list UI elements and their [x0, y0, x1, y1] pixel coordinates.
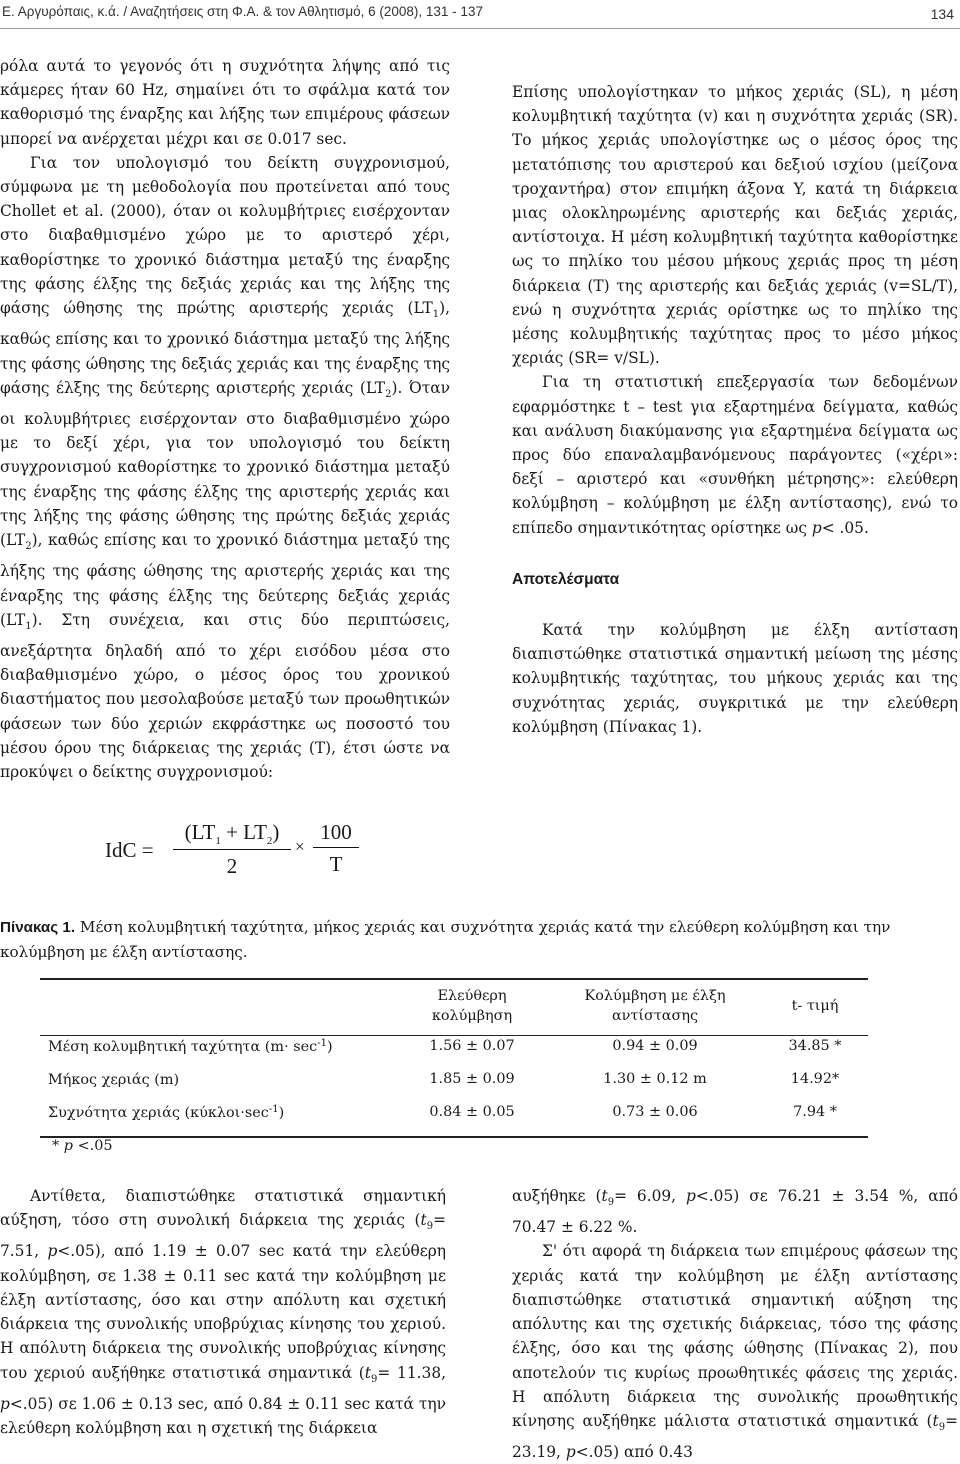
paragraph-relative-duration: αυξήθηκε ($t_9= 6.09$, p<.05) σε 76.21 ± 3.54 %, από 70.47 ± 6.22 %. — [512, 1187, 958, 1237]
table-top-rule — [40, 978, 868, 980]
header-rule — [0, 28, 960, 29]
row-label: Συχνότητα χεριάς $(\kappa ύ\kappa\lambda o\iota\cdot\sec^{-1})$ — [48, 1104, 285, 1121]
cell-free: 1.85 ± 0.09 — [429, 1071, 515, 1087]
table-mid-rule — [40, 1035, 868, 1036]
right-column-bottom — [512, 1184, 958, 1464]
equation-numerator-lt: $(LT_1 + LT_2)$ — [173, 820, 291, 850]
cell-free: 0.84 ± 0.05 — [429, 1104, 515, 1120]
row-label: Μήκος χεριάς (m) — [48, 1072, 180, 1088]
cell-t-value: 14.92* — [790, 1071, 840, 1087]
section-heading-results: Αποτελέσματα — [512, 570, 620, 588]
equation-denominator-2: 2 — [226, 854, 238, 879]
paragraph-results: Κατά την κολύμβηση με έλξη αντίσταση διαπιστώθηκε στατιστικά σημαντική μείωση της μέσης κολυμβητικής ταχύτητας, του μήκους χεριάς και της συχνότητας χεριάς, συγκριτικά με την ελεύθερη κολύμβηση (Πίνακας 1). — [512, 621, 958, 736]
table-row — [40, 1104, 868, 1128]
idc-equation — [105, 820, 365, 890]
running-header — [0, 0, 960, 34]
paragraph-coordination-index: Για τον υπολογισμό του δείκτη συγχρονισμού, σύμφωνα με τη μεθοδολογία που προτείνεται από τους Chollet et al. (2000), όταν οι κολυμβήτριες εισέρχονταν στο διαβαθμισμένο χώρο με το αριστερό χέρι, καθορίστηκε το χρονικό διάστημα μεταξύ της έναρξης της φάσης έλξης της δεξιάς χεριάς και της λήξης της φάσης ώθησης της πρώτης αριστερής χεριάς $(LT_1)$, καθώς επίσης και το χρονικό διάστημα μεταξύ της λήξης της φάσης ώθησης της δεξιάς χεριάς και της έναρξης της φάσης έλξης της δεύτερης αριστερής χεριάς $(LT_2)$. Όταν οι κολυμβήτριες εισέρχονταν στο διαβαθμισμένο χώρο με το δεξί χέρι, για τον υπολογισμό του δείκτη συγχρονισμού καθορίστηκε το χρονικό διάστημα μεταξύ της έναρξης της φάσης έλξης της αριστερής χεριάς και της λήξης της φάσης ώθησης της πρώτης δεξιάς χεριάς $(LT_2)$, καθώς επίσης και το χρονικό διάστημα μεταξύ της λήξης της φάσης ώθησης της αριστερής χεριάς και της έναρξης της φάσης έλξης της δεύτερης δεξιάς χεριάς $(LT_1)$. Στη συνέχεια, και στις δύο περιπτώσεις, ανεξάρτητα δηλαδή από το χέρι εισόδου μέσα στο διαβαθμισμένο χώρο, ο μέσος όρος του χρονικού διαστήματος που μεσολαβούσε μεταξύ των προωθητικών φάσεων των δύο χεριών εκφράστηκε ως ποσοστό του μέσου όρου της διάρκειας της χεριάς (T), έτσι ώστε να προκύψει ο δείκτης συγχρονισμού: — [0, 153, 450, 781]
row-label: Μέση κολυμβητική ταχύτητα $(m\cdot \sec^{-1})$ — [48, 1038, 333, 1055]
cell-resisted: 0.73 ± 0.06 — [612, 1104, 698, 1120]
table-caption — [0, 915, 958, 964]
table-header-free: Ελεύθερη κολύμβηση — [431, 988, 513, 1024]
cell-resisted: 1.30 ± 0.12 m — [603, 1071, 707, 1087]
right-column-top — [512, 80, 958, 739]
page-number: 134 — [930, 6, 954, 22]
table-row — [40, 1071, 868, 1095]
cell-free: 1.56 ± 0.07 — [429, 1038, 515, 1054]
equation-lhs: IdC = — [105, 838, 154, 862]
table-row — [40, 1038, 868, 1062]
paragraph-phase-duration: Σ' ότι αφορά τη διάρκεια των επιμέρους φάσεων της χεριάς κατά την κολύμβηση με έλξη αντίστασης διαπιστώθηκε στατιστικά σημαντική αύξηση της απόλυτης και της σχετικής διάρκειας, τόσο της φάσης έλξης, όσο και της φάσης ώθησης (Πίνακας 2), που αποτελούν τις κυρίως προωθητικές φάσεις της χεριάς. Η απόλυτη διάρκεια της συνολικής προωθητικής κίνησης αυξήθηκε μάλιστα στατιστικά σημαντικά ($t_9= 23.19$, p<.05) από 0.43 — [512, 1242, 958, 1462]
table-header-resisted: Κολύμβηση με έλξη αντίστασης — [584, 988, 726, 1024]
header-citation: Ε. Αργυρόπαις, κ.ά. / Αναζητήσεις στη Φ.Α. & τον Αθλητισμό, 6 (2008), 131 - 137 — [2, 4, 483, 19]
cell-resisted: 0.94 ± 0.09 — [612, 1038, 698, 1054]
table-caption-label: Πίνακας 1. — [0, 919, 76, 936]
table-footnote: * p <.05 — [52, 1138, 113, 1154]
table-bottom-rule — [40, 1136, 868, 1138]
table-header-t-value: t- τιμή — [791, 998, 839, 1014]
table-caption-text: Μέση κολυμβητική ταχύτητα, μήκος χεριάς και συχνότητα χεριάς κατά την ελεύθερη κολύμβηση και την κολύμβηση με έλξη αντίστασης. — [0, 918, 891, 961]
equation-fraction-100 — [313, 820, 359, 877]
equation-times-sign: × — [295, 837, 305, 856]
equation-numerator-100: 100 — [313, 820, 359, 848]
left-column-top — [0, 54, 450, 784]
equation-fraction-lt — [173, 820, 291, 879]
paragraph-statistics: Για τη στατιστική επεξεργασία των δεδομένων εφαρμόστηκε t – test για εξαρτημένα δείγματα, καθώς και ανάλυση διακύμανσης για εξαρτημένα δείγματα ως προς δύο επαναλαμβανόμενους παράγοντες («χέρι»: δεξί – αριστερό και «συνθήκη μέτρησης»: ελεύθερη κολύμβηση – κολύμβηση με έλξη αντίστασης), ενώ το επίπεδο σημαντικότητας ορίστηκε ως p< .05. — [512, 373, 958, 537]
left-column-bottom — [0, 1184, 446, 1440]
paragraph-stroke-duration: Αντίθετα, διαπιστώθηκε στατιστικά σημαντική αύξηση, τόσο στη συνολική διάρκεια της χεριάς ($t_9= 7.51$, p<.05), από 1.19 ± 0.07 sec κατά την ελεύθερη κολύμβηση, σε 1.38 ± 0.11 sec κατά την κολύμβηση με έλξη αντίστασης, όσο και στην απόλυτη και σχετική διάρκεια της συνολικής υποβρύχιας κίνησης του χεριού. Η απόλυτη διάρκεια της συνολικής υποβρύχιας κίνησης του χεριού αυξήθηκε στατιστικά σημαντικά ($t_9= 11.38$, p<.05) σε 1.06 ± 0.13 sec, από 0.84 ± 0.11 sec κατά την ελεύθερη κολύμβηση και η σχετική της διάρκεια — [0, 1187, 446, 1437]
paragraph-camera-frequency: ρόλα αυτά το γεγονός ότι η συχνότητα λήψης από τις κάμερες ήταν 60 Hz, σημαίνει ότι το σφάλμα κατά τον καθορισμό της έναρξης και λήξης των επιμέρους φάσεων μπορεί να ανέρχεται μέχρι και σε 0.017 sec. — [0, 57, 450, 148]
cell-t-value: 34.85 * — [788, 1038, 842, 1054]
equation-denominator-t: T — [329, 852, 343, 876]
cell-t-value: 7.94 * — [793, 1104, 837, 1120]
paragraph-stroke-variables: Επίσης υπολογίστηκαν το μήκος χεριάς (SL), η μέση κολυμβητική ταχύτητα (v) και η συχνότητα χεριάς (SR). Το μήκος χεριάς υπολογίστηκε ως ο μέσος όρος της μετατόπισης του αριστερού και δεξιού ισχίου (μείζονα τροχαντήρα) στον επιμήκη άξονα Y, κατά τη διάρκεια μιας ολοκληρωμένης αριστερής και δεξιάς χεριάς, αντίστοιχα. Η μέση κολυμβητική ταχύτητα καθορίστηκε ως το πηλίκο του μέσου μήκους χεριάς προς τη μέση διάρκεια (T) της αριστερής και δεξιάς χεριάς (v=SL/T), ενώ η συχνότητα χεριάς ορίστηκε ως το πηλίκο της μέσης κολυμβητικής ταχύτητας προς το μέσο μήκος χεριάς (SR= v/SL). — [512, 83, 958, 368]
